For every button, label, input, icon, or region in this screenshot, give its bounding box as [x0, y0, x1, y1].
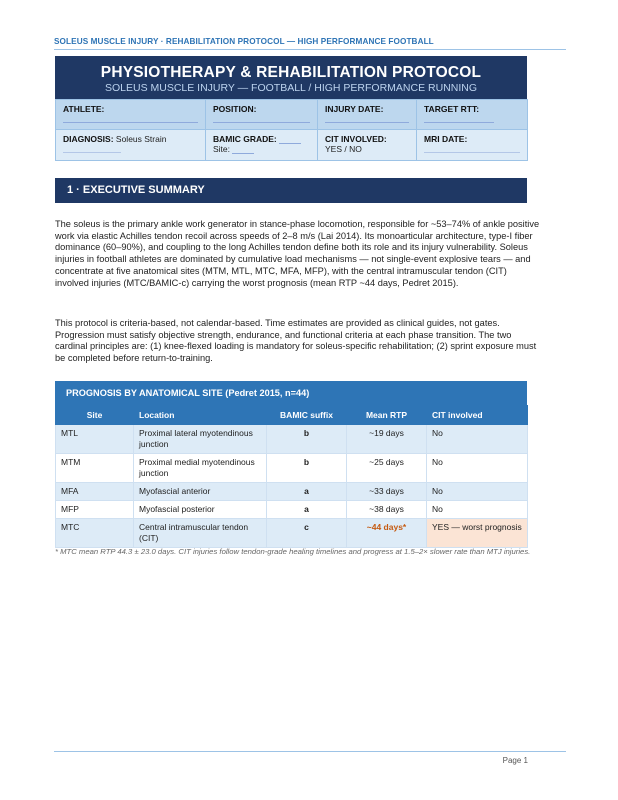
cell-cit-involved: No [427, 454, 528, 483]
cell-site: MTC [56, 519, 134, 548]
athlete-label: ATHLETE: [63, 104, 105, 114]
position-label: POSITION: [213, 104, 257, 114]
mri-date-label: MRI DATE: [424, 134, 468, 144]
diagnosis-value: Soleus Strain [115, 134, 167, 144]
target-rtt-label: TARGET RTT: [424, 104, 480, 114]
cell-cit-involved: No [427, 501, 528, 519]
prognosis-table [55, 405, 528, 548]
site-field[interactable] [232, 147, 254, 154]
cell-location: Proximal medial myotendinous junction [134, 454, 267, 483]
bamic-grade-field[interactable] [279, 137, 301, 144]
athlete-info-table [55, 99, 528, 161]
cell-location: Proximal lateral myotendinous junction [134, 425, 267, 454]
cell-mean-rtp: ~44 days* [347, 519, 427, 548]
injury-date-label: INJURY DATE: [325, 104, 384, 114]
col-header-mean-rtp: Mean RTP [347, 406, 427, 425]
cit-involved-cell [318, 130, 417, 161]
target-rtt-cell [417, 100, 528, 130]
prognosis-footnote: * MTC mean RTP 44.3 ± 23.0 days. CIT injuries follow tendon-grade healing timelines and progress at 1.5–2× slower rate than MTJ injuries. [55, 547, 531, 556]
position-cell [206, 100, 318, 130]
title-block [55, 56, 527, 99]
document-title: PHYSIOTHERAPY & REHABILITATION PROTOCOL [100, 64, 482, 81]
diagnosis-cell [56, 130, 206, 161]
cell-cit-involved: No [427, 425, 528, 454]
cell-bamic-suffix: b [267, 425, 347, 454]
bamic-grade-cell [206, 130, 318, 161]
injury-date-field[interactable] [325, 114, 409, 123]
cell-mean-rtp: ~38 days [347, 501, 427, 519]
cit-involved-label: CIT INVOLVED: [325, 134, 387, 144]
bamic-grade-label: BAMIC GRADE: [213, 134, 277, 144]
target-rtt-field[interactable] [424, 114, 494, 123]
athlete-cell [56, 100, 206, 130]
cell-bamic-suffix: a [267, 501, 347, 519]
col-header-location: Location [134, 406, 267, 425]
summary-paragraph-1: The soleus is the primary ankle work generator in stance-phase locomotion, responsible for ~53–74% of ankle positive work via elastic Achilles tendon recoil across speeds of 2–8 m/s (Lai 2014). Its monoarticular architecture, type-I fiber dominance (60–90%), and coupling to the long Achilles tendon define both its role and its injury vulnerability. Soleus injuries in football athletes are dominated by cumulative load mechanisms — not single-event explosive tears — and concentrate at five anatomical sites (MTM, MTL, MTC, MFA, MFP), with the central intramuscular tendon (CIT) involved injuries (MTC/BAMIC-c) carrying the worst prognosis (mean RTP ~44 days, Pedret 2015). [55, 219, 540, 288]
running-head: SOLEUS MUSCLE INJURY · REHABILITATION PROTOCOL — HIGH PERFORMANCE FOOTBALL [54, 37, 434, 46]
summary-paragraph-2: This protocol is criteria-based, not calendar-based. Time estimates are provided as clinical guides, not gates. Progression must satisfy objective strength, endurance, and functional criteria at each phase transition. The two cardinal principles are: (1) knee-flexed loading is mandatory for soleus-specific rehabilitation; (2) sprint exposure must be completed before return-to-training. [55, 318, 537, 364]
cell-cit-involved: No [427, 483, 528, 501]
diagnosis-field[interactable] [63, 144, 121, 153]
cell-mean-rtp: ~25 days [347, 454, 427, 483]
cell-site: MTL [56, 425, 134, 454]
injury-date-cell [318, 100, 417, 130]
cit-involved-value[interactable]: YES / NO [325, 144, 362, 154]
table-row [56, 454, 528, 483]
mri-date-cell [417, 130, 528, 161]
cell-location: Central intramuscular tendon (CIT) [134, 519, 267, 548]
section-heading-executive-summary: 1 · EXECUTIVE SUMMARY [55, 178, 527, 203]
diagnosis-label: DIAGNOSIS: [63, 134, 114, 144]
prognosis-table-title: PROGNOSIS BY ANATOMICAL SITE (Pedret 2015, n=44) [55, 381, 527, 405]
header-divider [54, 49, 566, 50]
athlete-field[interactable] [63, 114, 198, 123]
footer-divider [54, 751, 566, 752]
cell-location: Myofascial posterior [134, 501, 267, 519]
cell-location: Myofascial anterior [134, 483, 267, 501]
table-row [56, 483, 528, 501]
col-header-site: Site [56, 406, 134, 425]
cell-site: MFP [56, 501, 134, 519]
document-subtitle: SOLEUS MUSCLE INJURY — FOOTBALL / HIGH PERFORMANCE RUNNING [104, 82, 478, 94]
cell-bamic-suffix: b [267, 454, 347, 483]
col-header-bamic-suffix: BAMIC suffix [267, 406, 347, 425]
page-number: Page 1 [502, 756, 528, 765]
table-row [56, 501, 528, 519]
mri-date-field[interactable] [424, 144, 520, 153]
cell-bamic-suffix: a [267, 483, 347, 501]
cell-site: MFA [56, 483, 134, 501]
cell-mean-rtp: ~33 days [347, 483, 427, 501]
col-header-cit-involved: CIT involved [427, 406, 528, 425]
prognosis-header-row [56, 406, 528, 425]
cell-bamic-suffix: c [267, 519, 347, 548]
cell-mean-rtp: ~19 days [347, 425, 427, 454]
table-row [56, 519, 528, 548]
cell-site: MTM [56, 454, 134, 483]
site-label: Site: [213, 144, 231, 154]
position-field[interactable] [213, 114, 310, 123]
table-row [56, 425, 528, 454]
cell-cit-involved: YES — worst prognosis [427, 519, 528, 548]
